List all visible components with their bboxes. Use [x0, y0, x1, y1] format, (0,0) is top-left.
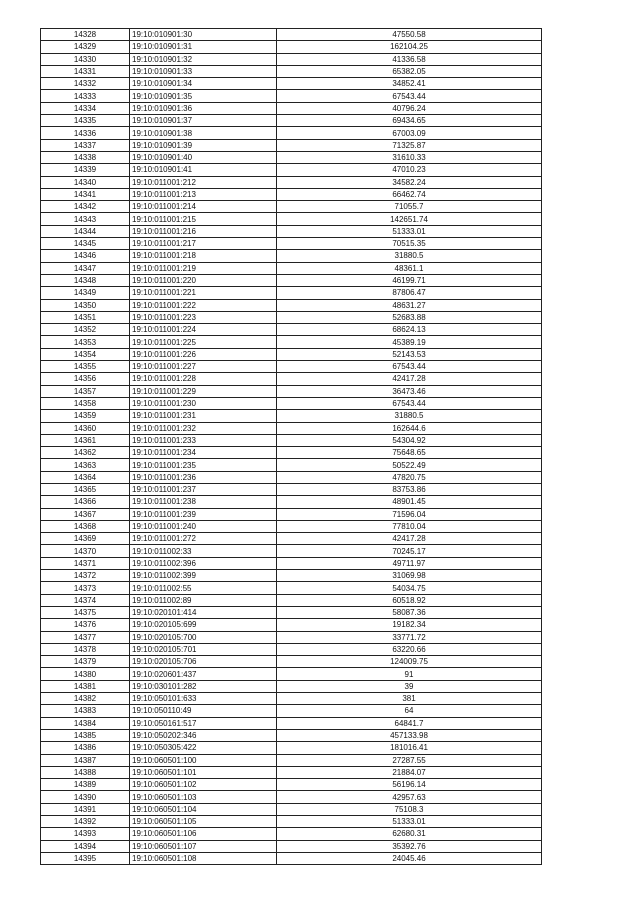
cadastral-value-cell: 36473.46: [277, 385, 542, 397]
cadastral-value-table: [40, 28, 542, 865]
table-row: [41, 594, 542, 606]
cadastral-value-cell: 35392.76: [277, 840, 542, 852]
cadastral-number-cell: 19:10:020105:700: [130, 631, 277, 643]
row-number-cell: 14392: [41, 816, 130, 828]
cadastral-number-cell: 19:10:011001:217: [130, 238, 277, 250]
row-number-cell: 14335: [41, 115, 130, 127]
table-row: [41, 287, 542, 299]
row-number-cell: 14357: [41, 385, 130, 397]
cadastral-value-cell: 58087.36: [277, 606, 542, 618]
cadastral-value-cell: 381: [277, 693, 542, 705]
cadastral-value-cell: 142651.74: [277, 213, 542, 225]
cadastral-value-cell: 75108.3: [277, 803, 542, 815]
cadastral-number-cell: 19:10:030101:282: [130, 680, 277, 692]
table-row: [41, 41, 542, 53]
table-row: [41, 545, 542, 557]
table-row: [41, 238, 542, 250]
cadastral-number-cell: 19:10:050305:422: [130, 742, 277, 754]
cadastral-number-cell: 19:10:060501:108: [130, 852, 277, 864]
cadastral-value-cell: 62680.31: [277, 828, 542, 840]
row-number-cell: 14374: [41, 594, 130, 606]
cadastral-number-cell: 19:10:011001:235: [130, 459, 277, 471]
table-row: [41, 29, 542, 41]
table-row: [41, 754, 542, 766]
cadastral-value-cell: 41336.58: [277, 53, 542, 65]
row-number-cell: 14393: [41, 828, 130, 840]
row-number-cell: 14381: [41, 680, 130, 692]
cadastral-number-cell: 19:10:050161:517: [130, 717, 277, 729]
table-row: [41, 164, 542, 176]
table-row: [41, 151, 542, 163]
cadastral-number-cell: 19:10:011001:234: [130, 447, 277, 459]
cadastral-value-cell: 66462.74: [277, 188, 542, 200]
table-row: [41, 274, 542, 286]
cadastral-value-cell: 67543.44: [277, 397, 542, 409]
row-number-cell: 14349: [41, 287, 130, 299]
row-number-cell: 14373: [41, 582, 130, 594]
table-row: [41, 791, 542, 803]
data-sheet: [40, 28, 542, 865]
table-row: [41, 852, 542, 864]
cadastral-number-cell: 19:10:011001:214: [130, 201, 277, 213]
cadastral-number-cell: 19:10:060501:105: [130, 816, 277, 828]
cadastral-number-cell: 19:10:011002:399: [130, 570, 277, 582]
row-number-cell: 14348: [41, 274, 130, 286]
table-row: [41, 311, 542, 323]
cadastral-value-cell: 54304.92: [277, 434, 542, 446]
cadastral-number-cell: 19:10:011001:231: [130, 410, 277, 422]
table-row: [41, 520, 542, 532]
cadastral-number-cell: 19:10:011001:218: [130, 250, 277, 262]
row-number-cell: 14352: [41, 324, 130, 336]
cadastral-number-cell: 19:10:020105:699: [130, 619, 277, 631]
cadastral-number-cell: 19:10:020105:706: [130, 656, 277, 668]
table-row: [41, 483, 542, 495]
row-number-cell: 14384: [41, 717, 130, 729]
row-number-cell: 14344: [41, 225, 130, 237]
cadastral-number-cell: 19:10:060501:106: [130, 828, 277, 840]
table-row: [41, 176, 542, 188]
table-row: [41, 606, 542, 618]
cadastral-number-cell: 19:10:011001:224: [130, 324, 277, 336]
cadastral-value-cell: 21884.07: [277, 766, 542, 778]
cadastral-number-cell: 19:10:010901:37: [130, 115, 277, 127]
table-row: [41, 348, 542, 360]
cadastral-number-cell: 19:10:011001:223: [130, 311, 277, 323]
cadastral-number-cell: 19:10:010901:31: [130, 41, 277, 53]
cadastral-value-cell: 67543.44: [277, 90, 542, 102]
row-number-cell: 14337: [41, 139, 130, 151]
cadastral-value-cell: 65382.05: [277, 65, 542, 77]
cadastral-value-cell: 52683.88: [277, 311, 542, 323]
cadastral-value-cell: 39: [277, 680, 542, 692]
cadastral-value-cell: 91: [277, 668, 542, 680]
cadastral-number-cell: 19:10:011001:225: [130, 336, 277, 348]
table-row: [41, 361, 542, 373]
cadastral-number-cell: 19:10:010901:30: [130, 29, 277, 41]
cadastral-value-cell: 87806.47: [277, 287, 542, 299]
row-number-cell: 14390: [41, 791, 130, 803]
cadastral-value-cell: 51333.01: [277, 816, 542, 828]
cadastral-value-cell: 68624.13: [277, 324, 542, 336]
row-number-cell: 14340: [41, 176, 130, 188]
cadastral-value-cell: 34852.41: [277, 78, 542, 90]
cadastral-number-cell: 19:10:011001:236: [130, 471, 277, 483]
row-number-cell: 14346: [41, 250, 130, 262]
cadastral-number-cell: 19:10:011001:212: [130, 176, 277, 188]
cadastral-number-cell: 19:10:011001:272: [130, 533, 277, 545]
cadastral-value-cell: 47010.23: [277, 164, 542, 176]
table-row: [41, 53, 542, 65]
cadastral-value-cell: 181016.41: [277, 742, 542, 754]
cadastral-value-cell: 48631.27: [277, 299, 542, 311]
row-number-cell: 14329: [41, 41, 130, 53]
row-number-cell: 14386: [41, 742, 130, 754]
table-row: [41, 422, 542, 434]
cadastral-value-cell: 64841.7: [277, 717, 542, 729]
cadastral-value-cell: 69434.65: [277, 115, 542, 127]
table-row: [41, 262, 542, 274]
row-number-cell: 14336: [41, 127, 130, 139]
table-row: [41, 705, 542, 717]
cadastral-value-cell: 48361.1: [277, 262, 542, 274]
row-number-cell: 14356: [41, 373, 130, 385]
row-number-cell: 14365: [41, 483, 130, 495]
row-number-cell: 14361: [41, 434, 130, 446]
table-row: [41, 729, 542, 741]
row-number-cell: 14332: [41, 78, 130, 90]
table-row: [41, 299, 542, 311]
cadastral-value-cell: 42417.28: [277, 373, 542, 385]
cadastral-value-cell: 24045.46: [277, 852, 542, 864]
cadastral-number-cell: 19:10:011001:238: [130, 496, 277, 508]
cadastral-value-cell: 70515.35: [277, 238, 542, 250]
row-number-cell: 14378: [41, 643, 130, 655]
cadastral-number-cell: 19:10:011001:228: [130, 373, 277, 385]
cadastral-number-cell: 19:10:010901:35: [130, 90, 277, 102]
row-number-cell: 14354: [41, 348, 130, 360]
cadastral-value-cell: 52143.53: [277, 348, 542, 360]
cadastral-number-cell: 19:10:011001:239: [130, 508, 277, 520]
table-row: [41, 139, 542, 151]
row-number-cell: 14330: [41, 53, 130, 65]
row-number-cell: 14353: [41, 336, 130, 348]
table-row: [41, 631, 542, 643]
row-number-cell: 14355: [41, 361, 130, 373]
cadastral-value-cell: 75648.65: [277, 447, 542, 459]
row-number-cell: 14395: [41, 852, 130, 864]
table-body: [41, 29, 542, 865]
cadastral-value-cell: 70245.17: [277, 545, 542, 557]
cadastral-number-cell: 19:10:011001:226: [130, 348, 277, 360]
cadastral-number-cell: 19:10:010901:36: [130, 102, 277, 114]
table-row: [41, 385, 542, 397]
row-number-cell: 14363: [41, 459, 130, 471]
table-row: [41, 570, 542, 582]
cadastral-value-cell: 48901.45: [277, 496, 542, 508]
cadastral-value-cell: 45389.19: [277, 336, 542, 348]
table-row: [41, 336, 542, 348]
row-number-cell: 14331: [41, 65, 130, 77]
cadastral-number-cell: 19:10:011001:232: [130, 422, 277, 434]
cadastral-number-cell: 19:10:011001:240: [130, 520, 277, 532]
table-row: [41, 508, 542, 520]
row-number-cell: 14358: [41, 397, 130, 409]
table-row: [41, 816, 542, 828]
table-row: [41, 65, 542, 77]
cadastral-value-cell: 40796.24: [277, 102, 542, 114]
table-row: [41, 213, 542, 225]
cadastral-value-cell: 34582.24: [277, 176, 542, 188]
cadastral-number-cell: 19:10:011001:213: [130, 188, 277, 200]
table-row: [41, 717, 542, 729]
cadastral-value-cell: 67543.44: [277, 361, 542, 373]
cadastral-value-cell: 49711.97: [277, 557, 542, 569]
cadastral-value-cell: 457133.98: [277, 729, 542, 741]
row-number-cell: 14394: [41, 840, 130, 852]
row-number-cell: 14368: [41, 520, 130, 532]
table-row: [41, 201, 542, 213]
table-row: [41, 397, 542, 409]
table-row: [41, 668, 542, 680]
cadastral-value-cell: 19182.34: [277, 619, 542, 631]
row-number-cell: 14372: [41, 570, 130, 582]
row-number-cell: 14385: [41, 729, 130, 741]
row-number-cell: 14338: [41, 151, 130, 163]
cadastral-value-cell: 42417.28: [277, 533, 542, 545]
cadastral-value-cell: 31610.33: [277, 151, 542, 163]
table-row: [41, 447, 542, 459]
cadastral-number-cell: 19:10:010901:40: [130, 151, 277, 163]
cadastral-value-cell: 71596.04: [277, 508, 542, 520]
cadastral-number-cell: 19:10:011001:222: [130, 299, 277, 311]
table-row: [41, 766, 542, 778]
table-row: [41, 471, 542, 483]
cadastral-number-cell: 19:10:050202:346: [130, 729, 277, 741]
table-row: [41, 680, 542, 692]
cadastral-value-cell: 42957.63: [277, 791, 542, 803]
table-row: [41, 324, 542, 336]
cadastral-number-cell: 19:10:010901:33: [130, 65, 277, 77]
table-row: [41, 78, 542, 90]
table-row: [41, 742, 542, 754]
cadastral-value-cell: 31069.98: [277, 570, 542, 582]
cadastral-value-cell: 50522.49: [277, 459, 542, 471]
cadastral-value-cell: 60518.92: [277, 594, 542, 606]
table-row: [41, 656, 542, 668]
row-number-cell: 14389: [41, 779, 130, 791]
cadastral-value-cell: 71055.7: [277, 201, 542, 213]
cadastral-number-cell: 19:10:011001:221: [130, 287, 277, 299]
cadastral-value-cell: 54034.75: [277, 582, 542, 594]
cadastral-number-cell: 19:10:060501:101: [130, 766, 277, 778]
cadastral-number-cell: 19:10:011002:33: [130, 545, 277, 557]
table-row: [41, 840, 542, 852]
cadastral-number-cell: 19:10:020601:437: [130, 668, 277, 680]
table-row: [41, 779, 542, 791]
row-number-cell: 14391: [41, 803, 130, 815]
table-row: [41, 693, 542, 705]
cadastral-value-cell: 46199.71: [277, 274, 542, 286]
row-number-cell: 14328: [41, 29, 130, 41]
cadastral-number-cell: 19:10:011001:219: [130, 262, 277, 274]
cadastral-number-cell: 19:10:011001:233: [130, 434, 277, 446]
cadastral-number-cell: 19:10:011002:55: [130, 582, 277, 594]
row-number-cell: 14383: [41, 705, 130, 717]
row-number-cell: 14343: [41, 213, 130, 225]
cadastral-value-cell: 124009.75: [277, 656, 542, 668]
table-row: [41, 582, 542, 594]
cadastral-number-cell: 19:10:010901:39: [130, 139, 277, 151]
table-row: [41, 410, 542, 422]
cadastral-number-cell: 19:10:010901:41: [130, 164, 277, 176]
row-number-cell: 14359: [41, 410, 130, 422]
cadastral-value-cell: 56196.14: [277, 779, 542, 791]
table-row: [41, 496, 542, 508]
cadastral-number-cell: 19:10:010901:34: [130, 78, 277, 90]
table-row: [41, 828, 542, 840]
row-number-cell: 14380: [41, 668, 130, 680]
cadastral-number-cell: 19:10:020101:414: [130, 606, 277, 618]
row-number-cell: 14333: [41, 90, 130, 102]
table-row: [41, 533, 542, 545]
table-row: [41, 250, 542, 262]
cadastral-number-cell: 19:10:011001:215: [130, 213, 277, 225]
row-number-cell: 14379: [41, 656, 130, 668]
cadastral-value-cell: 63220.66: [277, 643, 542, 655]
cadastral-number-cell: 19:10:011001:229: [130, 385, 277, 397]
row-number-cell: 14366: [41, 496, 130, 508]
row-number-cell: 14387: [41, 754, 130, 766]
table-row: [41, 225, 542, 237]
cadastral-value-cell: 47550.58: [277, 29, 542, 41]
row-number-cell: 14347: [41, 262, 130, 274]
row-number-cell: 14334: [41, 102, 130, 114]
cadastral-value-cell: 67003.09: [277, 127, 542, 139]
cadastral-number-cell: 19:10:060501:100: [130, 754, 277, 766]
cadastral-number-cell: 19:10:060501:104: [130, 803, 277, 815]
row-number-cell: 14382: [41, 693, 130, 705]
cadastral-number-cell: 19:10:010901:32: [130, 53, 277, 65]
cadastral-value-cell: 31880.5: [277, 410, 542, 422]
cadastral-value-cell: 77810.04: [277, 520, 542, 532]
row-number-cell: 14341: [41, 188, 130, 200]
cadastral-value-cell: 64: [277, 705, 542, 717]
cadastral-value-cell: 83753.86: [277, 483, 542, 495]
row-number-cell: 14351: [41, 311, 130, 323]
row-number-cell: 14377: [41, 631, 130, 643]
table-row: [41, 188, 542, 200]
cadastral-number-cell: 19:10:060501:102: [130, 779, 277, 791]
cadastral-value-cell: 27287.55: [277, 754, 542, 766]
row-number-cell: 14350: [41, 299, 130, 311]
table-row: [41, 102, 542, 114]
cadastral-number-cell: 19:10:060501:103: [130, 791, 277, 803]
row-number-cell: 14370: [41, 545, 130, 557]
row-number-cell: 14345: [41, 238, 130, 250]
cadastral-value-cell: 162644.6: [277, 422, 542, 434]
table-row: [41, 619, 542, 631]
cadastral-value-cell: 71325.87: [277, 139, 542, 151]
table-row: [41, 373, 542, 385]
row-number-cell: 14367: [41, 508, 130, 520]
table-row: [41, 803, 542, 815]
table-row: [41, 434, 542, 446]
table-row: [41, 127, 542, 139]
cadastral-value-cell: 33771.72: [277, 631, 542, 643]
table-row: [41, 90, 542, 102]
cadastral-number-cell: 19:10:050110:49: [130, 705, 277, 717]
cadastral-number-cell: 19:10:020105:701: [130, 643, 277, 655]
row-number-cell: 14339: [41, 164, 130, 176]
table-row: [41, 557, 542, 569]
cadastral-number-cell: 19:10:011001:237: [130, 483, 277, 495]
cadastral-value-cell: 51333.01: [277, 225, 542, 237]
cadastral-number-cell: 19:10:011001:216: [130, 225, 277, 237]
cadastral-value-cell: 31880.5: [277, 250, 542, 262]
cadastral-number-cell: 19:10:011002:396: [130, 557, 277, 569]
cadastral-number-cell: 19:10:011002:89: [130, 594, 277, 606]
table-row: [41, 115, 542, 127]
table-row: [41, 643, 542, 655]
row-number-cell: 14369: [41, 533, 130, 545]
table-row: [41, 459, 542, 471]
row-number-cell: 14371: [41, 557, 130, 569]
row-number-cell: 14375: [41, 606, 130, 618]
cadastral-number-cell: 19:10:011001:230: [130, 397, 277, 409]
cadastral-value-cell: 162104.25: [277, 41, 542, 53]
cadastral-number-cell: 19:10:010901:38: [130, 127, 277, 139]
cadastral-number-cell: 19:10:011001:227: [130, 361, 277, 373]
cadastral-number-cell: 19:10:060501:107: [130, 840, 277, 852]
row-number-cell: 14376: [41, 619, 130, 631]
cadastral-value-cell: 47820.75: [277, 471, 542, 483]
row-number-cell: 14360: [41, 422, 130, 434]
cadastral-number-cell: 19:10:050101:633: [130, 693, 277, 705]
row-number-cell: 14364: [41, 471, 130, 483]
row-number-cell: 14388: [41, 766, 130, 778]
row-number-cell: 14342: [41, 201, 130, 213]
cadastral-number-cell: 19:10:011001:220: [130, 274, 277, 286]
row-number-cell: 14362: [41, 447, 130, 459]
